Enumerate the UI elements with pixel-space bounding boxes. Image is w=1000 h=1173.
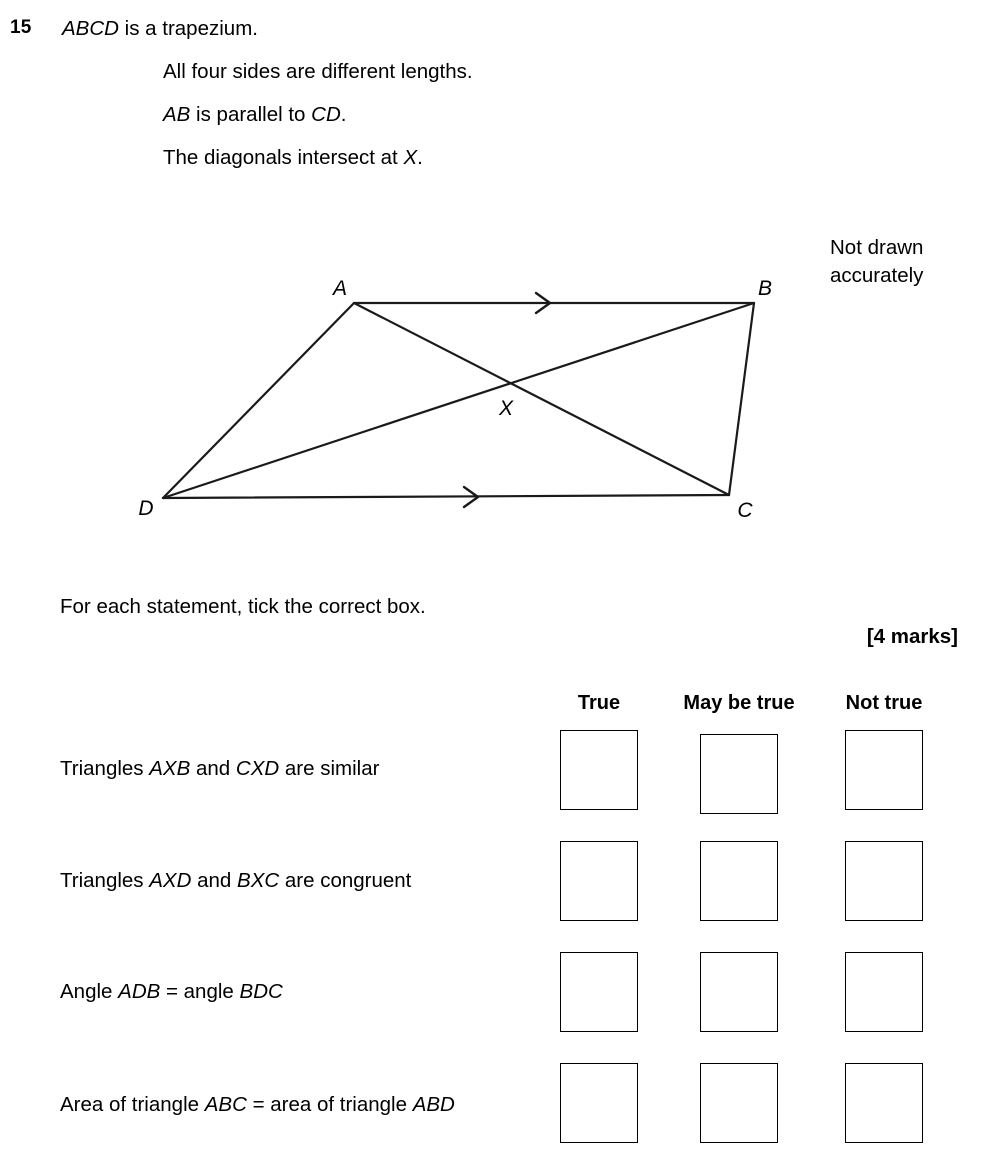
- not-drawn-accurately-note: [830, 234, 923, 290]
- tickbox-row1-true[interactable]: [560, 730, 638, 810]
- question-number: 15: [10, 17, 32, 38]
- column-header-true: True: [577, 692, 621, 714]
- vertex-label-B: B: [757, 277, 773, 300]
- stem-line-2: All four sides are different lengths.: [163, 60, 473, 83]
- marks-label: [4 marks]: [866, 625, 958, 648]
- tickbox-row2-may-be-true[interactable]: [700, 841, 778, 921]
- tickbox-row4-not-true[interactable]: [845, 1063, 923, 1143]
- statement-row-1-label: Triangles AXB and CXD are similar: [60, 757, 380, 780]
- vertex-label-X: X: [498, 397, 514, 420]
- tickbox-row1-may-be-true[interactable]: [700, 734, 778, 814]
- column-header-not-true: Not true: [845, 692, 923, 714]
- trapezium-diagram: [0, 255, 830, 545]
- column-header-may-be-true: May be true: [683, 692, 795, 714]
- stem-line-4: The diagonals intersect at X.: [163, 146, 423, 169]
- tickbox-row3-true[interactable]: [560, 952, 638, 1032]
- stem-line-1: ABCD is a trapezium.: [62, 17, 258, 40]
- vertex-label-D: D: [138, 497, 154, 520]
- side-BC: [729, 303, 754, 495]
- vertex-label-A: A: [332, 277, 348, 300]
- tickbox-row3-may-be-true[interactable]: [700, 952, 778, 1032]
- diagonal-DB: [163, 303, 754, 498]
- diagonal-AC: [354, 303, 729, 495]
- statement-row-4-label: Area of triangle ABC = area of triangle ABD: [60, 1093, 455, 1116]
- note-line-1: Not drawn: [830, 236, 924, 259]
- tickbox-row2-not-true[interactable]: [845, 841, 923, 921]
- tickbox-row3-not-true[interactable]: [845, 952, 923, 1032]
- stem-line-3: AB is parallel to CD.: [163, 103, 347, 126]
- instruction-text: For each statement, tick the correct box.: [60, 595, 426, 618]
- tickbox-row2-true[interactable]: [560, 841, 638, 921]
- tickbox-row1-not-true[interactable]: [845, 730, 923, 810]
- statement-row-3-label: Angle ADB = angle BDC: [60, 980, 283, 1003]
- vertex-label-C: C: [737, 499, 753, 522]
- statement-row-2-label: Triangles AXD and BXC are congruent: [60, 869, 412, 892]
- note-line-2: accurately: [830, 264, 924, 287]
- side-CD: [163, 495, 729, 498]
- tickbox-row4-may-be-true[interactable]: [700, 1063, 778, 1143]
- side-DA: [163, 303, 354, 498]
- tickbox-row4-true[interactable]: [560, 1063, 638, 1143]
